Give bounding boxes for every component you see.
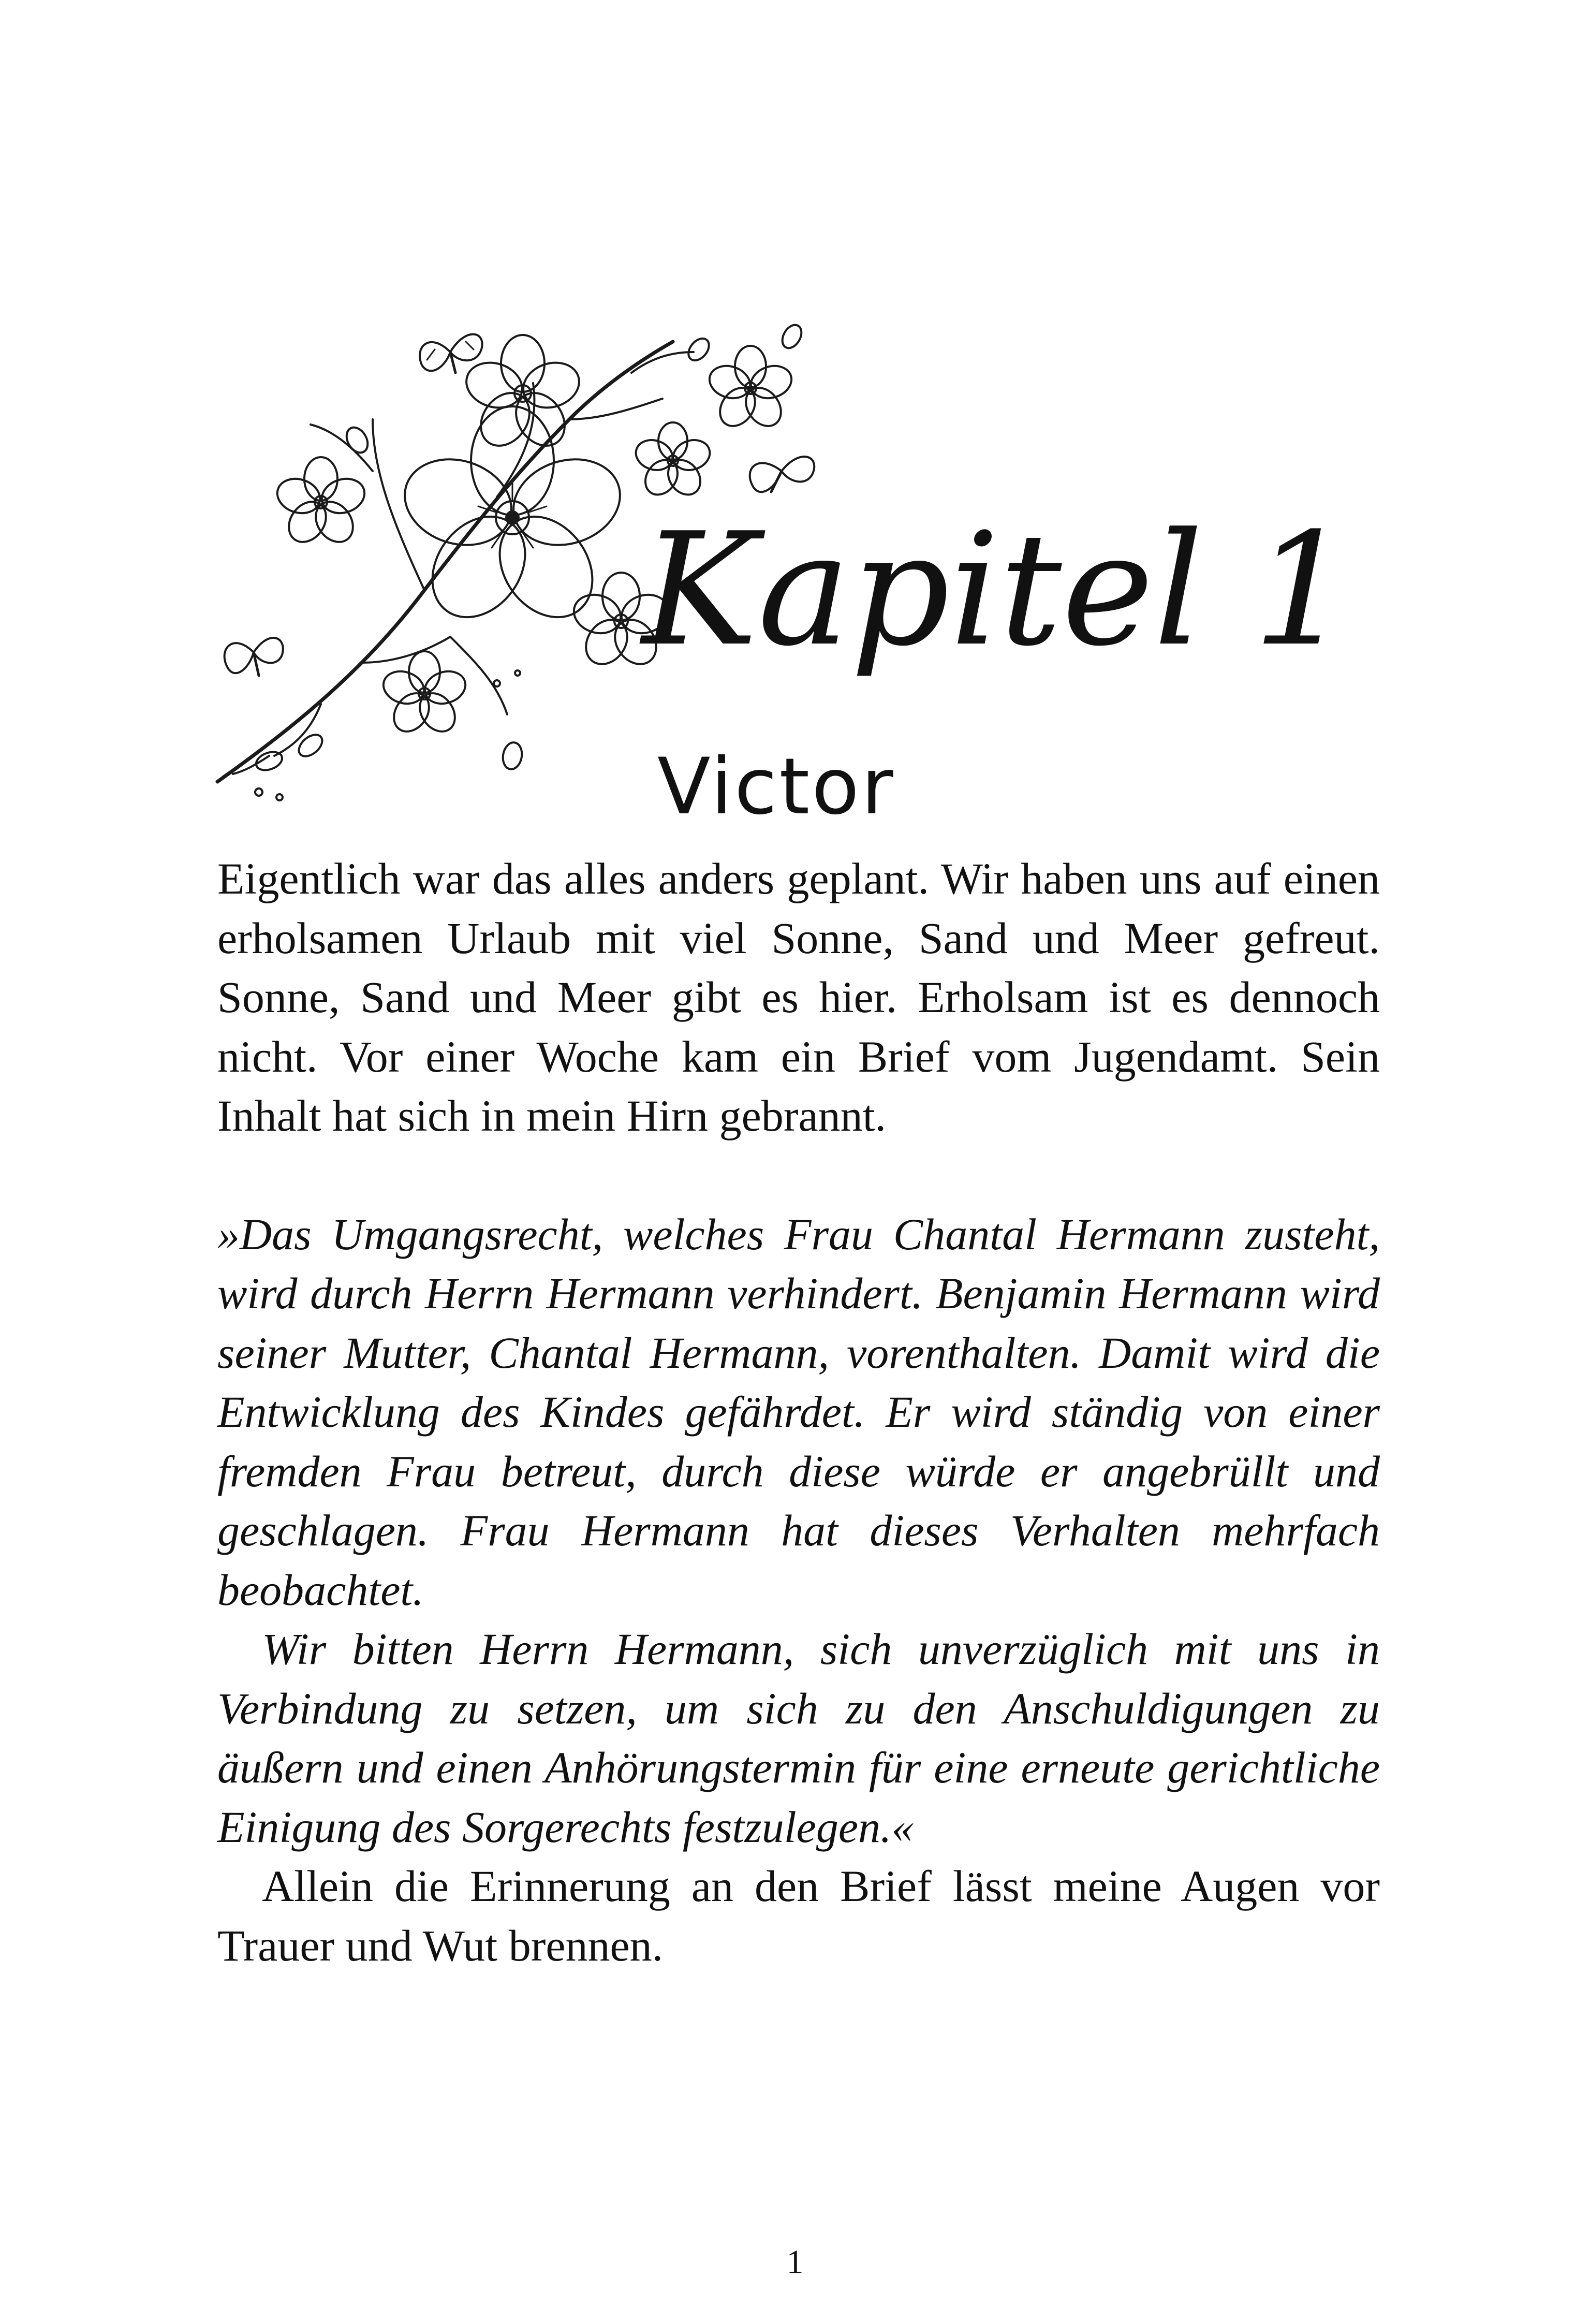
letter-quote-paragraph-1: »Das Umgangsrecht, welches Frau Chantal Hermann zusteht, wird durch Herrn Hermann verhindert. Benjamin Hermann wird seiner Mutter, Chantal Hermann, vorenthalten. Damit wird die Entwicklung des Kindes gefährdet. Er wird ständig von einer fremden Frau betreut, durch diese würde er angebrüllt und geschlagen. Frau Hermann hat dieses Verhalten mehrfach beobachtet. (217, 1209, 1380, 1615)
chapter-title: Kapitel 1 (642, 500, 1352, 680)
page-number: 1 (786, 2243, 804, 2281)
paragraph-intro: Eigentlich war das alles anders geplant. Wir haben uns auf einen erholsamen Urlaub mit viel Sonne, Sand und Meer gefreut. Sonne, Sand und Meer gibt es hier. Erholsam ist es dennoch nicht. Vor einer Woche kam ein Brief vom Jugendamt. Sein Inhalt hat sich in mein Hirn gebrannt. (217, 854, 1380, 1141)
paragraph-closing: Allein die Erinnerung an den Brief lässt meine Augen vor Trauer und Wut brennen. (217, 1861, 1380, 1970)
chapter-character-name: Victor (657, 742, 895, 832)
letter-quote-paragraph-2: Wir bitten Herrn Hermann, sich unverzüglich mit uns in Verbindung zu setzen, um sich zu den Anschuldigungen zu äußern und einen Anhörungstermin für eine erneute gerichtliche Einigung des Sorgerechts festzulegen.« (217, 1624, 1380, 1852)
chapter-body (217, 849, 1380, 1975)
